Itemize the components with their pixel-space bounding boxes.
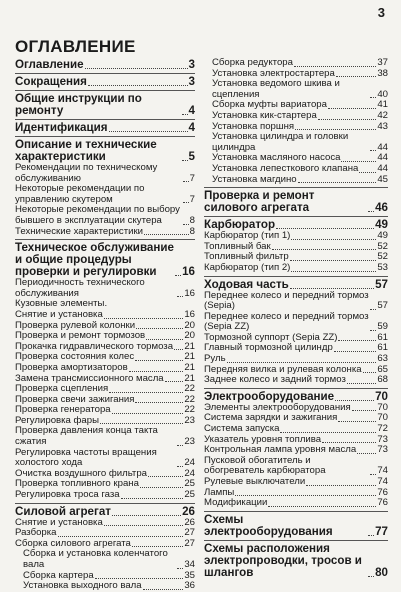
dot-leader bbox=[58, 536, 184, 537]
section-divider bbox=[15, 119, 195, 120]
dot-leader bbox=[136, 328, 183, 329]
toc-entry-title: Ходовая часть bbox=[204, 277, 289, 291]
toc-entry-page: 20 bbox=[184, 319, 195, 331]
dot-leader bbox=[334, 351, 377, 352]
dot-leader bbox=[347, 383, 376, 384]
toc-entry-title: Карбюратор (тип 2) bbox=[204, 261, 291, 273]
toc-entry-page: 44 bbox=[377, 152, 388, 164]
toc-entry-page: 21 bbox=[184, 340, 195, 352]
dot-leader bbox=[280, 432, 376, 433]
toc-entry bbox=[204, 498, 388, 509]
dot-leader bbox=[175, 275, 181, 276]
toc-entry-title: Система запуска bbox=[204, 423, 280, 435]
dot-leader bbox=[174, 349, 183, 350]
dot-leader bbox=[291, 271, 376, 272]
dot-leader bbox=[357, 453, 376, 454]
toc-entry bbox=[204, 477, 388, 488]
dot-leader bbox=[338, 340, 376, 341]
toc-entry-title: Установка лепесткового клапана bbox=[212, 162, 359, 174]
toc-entry-title: Установка цилиндра и головки цилиндра bbox=[212, 131, 349, 153]
dot-leader bbox=[336, 76, 376, 77]
toc-entry-page: 61 bbox=[377, 331, 388, 343]
dot-leader bbox=[183, 202, 189, 203]
toc-entry-page: 59 bbox=[377, 321, 388, 333]
dot-leader bbox=[370, 150, 376, 151]
dot-leader bbox=[276, 228, 374, 229]
toc-entry-page: 3 bbox=[188, 58, 195, 71]
toc-entry-page: 76 bbox=[377, 497, 388, 509]
toc-entry bbox=[204, 375, 388, 386]
dot-leader bbox=[183, 181, 189, 182]
toc-entry bbox=[15, 581, 195, 592]
toc-entry-title: Передняя вилка и рулевая колонка bbox=[204, 363, 362, 375]
toc-entry-title: Сокращения bbox=[15, 75, 87, 88]
toc-section-heading bbox=[204, 543, 388, 579]
toc-entry-title: Указатель уровня топлива bbox=[204, 433, 322, 445]
toc-entry bbox=[15, 426, 195, 447]
toc-entry-page: 80 bbox=[375, 565, 388, 579]
toc-entry-page: 73 bbox=[377, 444, 388, 456]
toc-entry-page: 49 bbox=[375, 218, 388, 232]
dot-leader bbox=[352, 410, 377, 411]
dot-leader bbox=[95, 578, 184, 579]
dot-leader bbox=[112, 515, 181, 516]
toc-entry-title: Система зарядки и зажигания bbox=[204, 412, 338, 424]
toc-entry-title: Общие инструкции по ремонту bbox=[15, 92, 142, 117]
toc-entry-page: 43 bbox=[377, 120, 388, 132]
dot-leader bbox=[363, 372, 377, 373]
toc-entry bbox=[204, 175, 388, 186]
toc-entry-title: Пусковой обогатитель и обогреватель карбюратора bbox=[204, 454, 326, 477]
toc-entry-title: Переднее колесо и передний тормоз (Sepia ZZ) bbox=[204, 310, 369, 333]
toc-entry bbox=[15, 163, 195, 184]
toc-entry bbox=[15, 549, 195, 570]
toc-section-heading bbox=[15, 242, 195, 278]
toc-entry-page: 26 bbox=[182, 504, 195, 518]
toc-entry-page: 77 bbox=[375, 524, 388, 538]
toc-entry-title: Тормозной суппорт (Sepia ZZ) bbox=[204, 331, 338, 343]
toc-entry-title: Силовой агрегат bbox=[15, 504, 111, 518]
toc-entry-title: Топливный фильтр bbox=[204, 251, 289, 263]
dot-leader bbox=[165, 381, 184, 382]
dot-leader bbox=[100, 423, 183, 424]
section-divider bbox=[15, 90, 195, 91]
toc-left-column bbox=[15, 38, 195, 592]
toc-entry bbox=[15, 490, 195, 501]
section-divider bbox=[204, 216, 388, 217]
toc-section-heading bbox=[204, 190, 388, 214]
dot-leader bbox=[146, 339, 183, 340]
dot-leader bbox=[121, 498, 184, 499]
toc-entry-title: Очистка воздушного фильтра bbox=[15, 467, 148, 479]
toc-section-heading bbox=[15, 506, 195, 518]
toc-entry-title: Прокачка гидравлического тормоза bbox=[15, 340, 174, 352]
toc-entry bbox=[204, 164, 388, 175]
dot-leader bbox=[183, 224, 189, 225]
toc-entry-title: Сборка картера bbox=[23, 569, 94, 581]
toc-entry-page: 36 bbox=[184, 580, 195, 592]
dot-leader bbox=[359, 172, 376, 173]
toc-entry-page: 46 bbox=[375, 201, 388, 215]
toc-entry-title: Проверка генератора bbox=[15, 404, 111, 416]
toc-entry-title: Электрооборудование bbox=[204, 389, 335, 403]
toc-entry-title: Контрольная лампа уровня масла bbox=[204, 444, 357, 456]
toc-entry-page: 52 bbox=[377, 240, 388, 252]
toc-entry-title: Некоторые рекомендации по управлению скутером bbox=[15, 183, 145, 205]
dot-leader bbox=[148, 476, 183, 477]
dot-leader bbox=[318, 119, 377, 120]
dot-leader bbox=[177, 466, 183, 467]
toc-entry-page: 41 bbox=[377, 99, 388, 111]
toc-entry-page: 57 bbox=[377, 300, 388, 312]
dot-leader bbox=[368, 576, 374, 577]
toc-entry-title: Элементы электрооборудования bbox=[204, 401, 351, 413]
dot-leader bbox=[368, 535, 374, 536]
dot-leader bbox=[104, 318, 184, 319]
toc-entry-title: Установка поршня bbox=[212, 120, 295, 132]
toc-entry-title: Главный тормозной цилиндр bbox=[204, 342, 333, 354]
toc-section-heading bbox=[15, 93, 195, 117]
dot-leader bbox=[144, 234, 189, 235]
toc-entry-title: Регулировка фары bbox=[15, 414, 99, 426]
toc-entry-title: Переднее колесо и передний тормоз (Sepia) bbox=[204, 289, 369, 312]
toc-entry bbox=[204, 263, 388, 274]
toc-entry-title: Установка ведомого шкива и сцепления bbox=[212, 78, 340, 100]
toc-entry-page: 16 bbox=[184, 287, 195, 299]
toc-entry-page: 70 bbox=[375, 389, 388, 403]
toc-entry-title: Снятие и установка bbox=[15, 516, 103, 528]
toc-entry bbox=[15, 184, 195, 205]
toc-section-heading bbox=[204, 514, 388, 538]
toc-list-left bbox=[15, 59, 195, 592]
toc-entry-page: 53 bbox=[377, 261, 388, 273]
toc-entry-page: 27 bbox=[184, 527, 195, 539]
dot-leader bbox=[291, 239, 376, 240]
dot-leader bbox=[306, 485, 376, 486]
toc-section-heading bbox=[204, 279, 388, 291]
toc-entry-page: 21 bbox=[184, 361, 195, 373]
toc-entry-title: Сборка редуктора bbox=[212, 57, 293, 68]
toc-entry-page: 21 bbox=[184, 372, 195, 384]
section-divider bbox=[204, 511, 388, 512]
toc-entry-page: 7 bbox=[189, 172, 195, 184]
toc-entry bbox=[204, 312, 388, 333]
toc-entry-page: 24 bbox=[184, 467, 195, 479]
toc-entry-title: Проверка рулевой колонки bbox=[15, 319, 136, 331]
toc-entry-title: Некоторые рекомендации по выбору бывшего в эксплуатации скутера bbox=[15, 204, 180, 226]
toc-entry-page: 76 bbox=[377, 486, 388, 498]
toc-entry-title: Проверка и ремонт тормозов bbox=[15, 330, 146, 342]
page-number: 3 bbox=[377, 5, 385, 20]
toc-entry-title: Технические характеристики bbox=[15, 225, 144, 237]
toc-entry-page: 25 bbox=[184, 478, 195, 490]
toc-entry-page: 63 bbox=[377, 353, 388, 365]
toc-entry-page: 70 bbox=[377, 412, 388, 424]
dot-leader bbox=[295, 129, 376, 130]
toc-entry-page: 5 bbox=[188, 150, 195, 163]
toc-entry-title: Топливный бак bbox=[204, 240, 271, 252]
toc-entry-page: 4 bbox=[188, 104, 195, 117]
toc-entry-page: 25 bbox=[184, 489, 195, 501]
toc-entry-title: Модификации bbox=[204, 497, 268, 509]
toc-entry-page: 21 bbox=[184, 351, 195, 363]
dot-leader bbox=[177, 445, 183, 446]
toc-entry-page: 22 bbox=[184, 404, 195, 416]
dot-leader bbox=[177, 296, 183, 297]
toc-entry-title: Замена трансмиссионного масла bbox=[15, 372, 164, 384]
dot-leader bbox=[104, 525, 184, 526]
dot-leader bbox=[140, 487, 183, 488]
toc-entry-page: 57 bbox=[375, 277, 388, 291]
toc-entry-page: 38 bbox=[377, 67, 388, 79]
toc-entry bbox=[15, 363, 195, 374]
toc-entry-title: Установка магдино bbox=[212, 173, 297, 185]
dot-leader bbox=[235, 495, 376, 496]
toc-section-heading bbox=[15, 122, 195, 134]
toc-entry-page: 16 bbox=[184, 308, 195, 320]
dot-leader bbox=[129, 371, 184, 372]
toc-entry-page: 44 bbox=[377, 141, 388, 153]
dot-leader bbox=[177, 568, 183, 569]
toc-entry-title: Схемы расположения электропроводки, тросов и шлангов bbox=[204, 541, 362, 579]
dot-leader bbox=[132, 546, 183, 547]
toc-entry bbox=[15, 205, 195, 226]
toc-entry-title: Рекомендации по техническому обслуживанию bbox=[15, 162, 158, 184]
toc-entry-title: Сборка муфты вариатора bbox=[212, 99, 327, 111]
dot-leader bbox=[370, 97, 376, 98]
section-divider bbox=[15, 503, 195, 504]
toc-entry bbox=[15, 278, 195, 299]
toc-entry bbox=[204, 291, 388, 312]
toc-entry bbox=[15, 448, 195, 469]
toc-entry-page: 27 bbox=[184, 537, 195, 549]
toc-entry-title: Рулевые выключатели bbox=[204, 476, 306, 487]
toc-entry-page: 16 bbox=[182, 265, 195, 279]
toc-entry bbox=[204, 456, 388, 477]
section-divider bbox=[15, 136, 195, 137]
toc-entry-page: 37 bbox=[377, 57, 388, 68]
toc-entry-page: 22 bbox=[184, 383, 195, 395]
toc-entry-page: 65 bbox=[377, 363, 388, 375]
dot-leader bbox=[335, 400, 374, 401]
toc-entry-page: 8 bbox=[189, 214, 195, 226]
dot-leader bbox=[370, 330, 376, 331]
toc-entry-title: Установка выходного вала bbox=[23, 580, 142, 592]
dot-leader bbox=[109, 392, 183, 393]
dot-leader bbox=[298, 182, 377, 183]
toc-entry-title: Разборка bbox=[15, 527, 57, 539]
section-divider bbox=[204, 276, 388, 277]
dot-leader bbox=[290, 260, 377, 261]
toc-right-column bbox=[204, 58, 388, 579]
dot-leader bbox=[109, 131, 188, 132]
toc-entry-title: Проверка свечи зажигания bbox=[15, 393, 135, 405]
toc-section-heading bbox=[15, 76, 195, 88]
dot-leader bbox=[338, 421, 376, 422]
section-divider bbox=[15, 239, 195, 240]
toc-entry bbox=[204, 79, 388, 100]
toc-entry-title: Оглавление bbox=[15, 58, 84, 71]
toc-entry-page: 70 bbox=[377, 401, 388, 413]
toc-entry-title: Карбюратор bbox=[204, 218, 276, 232]
toc-entry-page: 35 bbox=[184, 569, 195, 581]
toc-entry-title: Схемы электрооборудования bbox=[204, 512, 333, 538]
toc-entry-title: Сборка силового агрегата bbox=[15, 537, 131, 549]
toc-entry-page: 8 bbox=[189, 225, 195, 237]
section-divider bbox=[204, 388, 388, 389]
toc-entry-page: 3 bbox=[188, 75, 195, 88]
toc-entry-page: 61 bbox=[377, 342, 388, 354]
toc-entry-title: Карбюратор (тип 1) bbox=[204, 230, 291, 242]
dot-leader bbox=[272, 249, 377, 250]
toc-entry-page: 52 bbox=[377, 251, 388, 263]
toc-entry-title: Сборка и установка коленчатого вала bbox=[23, 548, 168, 570]
toc-entry-page: 42 bbox=[377, 109, 388, 121]
toc-entry-page: 23 bbox=[184, 414, 195, 426]
toc-entry-page: 23 bbox=[184, 436, 195, 448]
dot-leader bbox=[322, 442, 376, 443]
dot-leader bbox=[294, 66, 376, 67]
toc-entry-page: 68 bbox=[377, 374, 388, 386]
toc-entry-title: Кузовные элементы. bbox=[15, 298, 108, 310]
dot-leader bbox=[290, 288, 374, 289]
dot-leader bbox=[328, 108, 376, 109]
toc-entry-page: 20 bbox=[184, 330, 195, 342]
toc-entry-title: Снятие и установка bbox=[15, 308, 103, 320]
page-title: ОГЛАВЛЕНИЕ bbox=[15, 37, 136, 56]
dot-leader bbox=[182, 114, 188, 115]
dot-leader bbox=[135, 360, 183, 361]
toc-entry-title: Проверка давления конца такта сжатия bbox=[15, 425, 158, 448]
toc-entry-page: 73 bbox=[377, 433, 388, 445]
toc-entry-title: Идентификация bbox=[15, 121, 108, 134]
toc-entry-title: Проверка амортизаторов bbox=[15, 361, 128, 373]
toc-section-heading bbox=[15, 59, 195, 71]
toc-entry-title: Описание и технические характеристики bbox=[15, 138, 157, 163]
toc-entry-title: Техническое обслуживание и общие процедуры проверки и регулировки bbox=[15, 241, 174, 279]
dot-leader bbox=[370, 474, 376, 475]
toc-entry-title: Регулировка троса газа bbox=[15, 489, 120, 501]
section-divider bbox=[15, 73, 195, 74]
toc-entry-page: 40 bbox=[377, 88, 388, 100]
section-divider bbox=[204, 540, 388, 541]
dot-leader bbox=[268, 506, 376, 507]
toc-entry-page: 34 bbox=[184, 559, 195, 570]
toc-entry-page: 74 bbox=[377, 465, 388, 477]
toc-entry-title: Регулировка частоты вращения холостого хода bbox=[15, 446, 157, 469]
toc-entry-page: 7 bbox=[189, 193, 195, 205]
toc-entry-title: Установка кик-стартера bbox=[212, 109, 317, 121]
dot-leader bbox=[341, 161, 376, 162]
toc-section-heading bbox=[15, 139, 195, 163]
toc-entry-page: 49 bbox=[377, 230, 388, 242]
toc-entry-page: 24 bbox=[184, 457, 195, 469]
toc-entry-title: Установка масляного насоса bbox=[212, 152, 341, 164]
dot-leader bbox=[85, 68, 188, 69]
toc-entry bbox=[15, 310, 195, 321]
toc-entry-page: 44 bbox=[377, 162, 388, 174]
dot-leader bbox=[135, 402, 183, 403]
toc-entry-page: 45 bbox=[377, 173, 388, 185]
dot-leader bbox=[112, 413, 184, 414]
toc-entry-title: Проверка сцепления bbox=[15, 383, 109, 395]
toc-entry-title: Руль bbox=[204, 353, 226, 365]
toc-entry-page: 4 bbox=[188, 121, 195, 134]
toc-entry-title: Периодичность технического обслуживания bbox=[15, 277, 145, 299]
dot-leader bbox=[88, 85, 188, 86]
toc-entry bbox=[15, 227, 195, 238]
toc-entry-title: Проверка топливного крана bbox=[15, 478, 139, 490]
dot-leader bbox=[370, 309, 376, 310]
toc-entry-title: Проверка и ремонт силового агрегата bbox=[204, 189, 315, 215]
toc-entry-page: 22 bbox=[184, 393, 195, 405]
toc-entry bbox=[204, 58, 388, 69]
toc-entry-title: Заднее колесо и задний тормоз bbox=[204, 374, 346, 386]
dot-leader bbox=[227, 362, 377, 363]
dot-leader bbox=[368, 211, 374, 212]
section-divider bbox=[204, 187, 388, 188]
toc-entry-title: Установка электростартера bbox=[212, 67, 335, 79]
toc-entry bbox=[204, 111, 388, 122]
toc-entry-title: Лампы bbox=[204, 486, 235, 498]
toc-entry bbox=[204, 343, 388, 354]
toc-entry-title: Проверка состояния колес bbox=[15, 351, 135, 363]
toc-entry-page: 26 bbox=[184, 516, 195, 528]
toc-entry-page: 72 bbox=[377, 423, 388, 435]
toc-entry-page: 74 bbox=[377, 476, 388, 487]
toc-list-right bbox=[204, 58, 388, 579]
toc-entry bbox=[204, 132, 388, 153]
dot-leader bbox=[182, 160, 188, 161]
